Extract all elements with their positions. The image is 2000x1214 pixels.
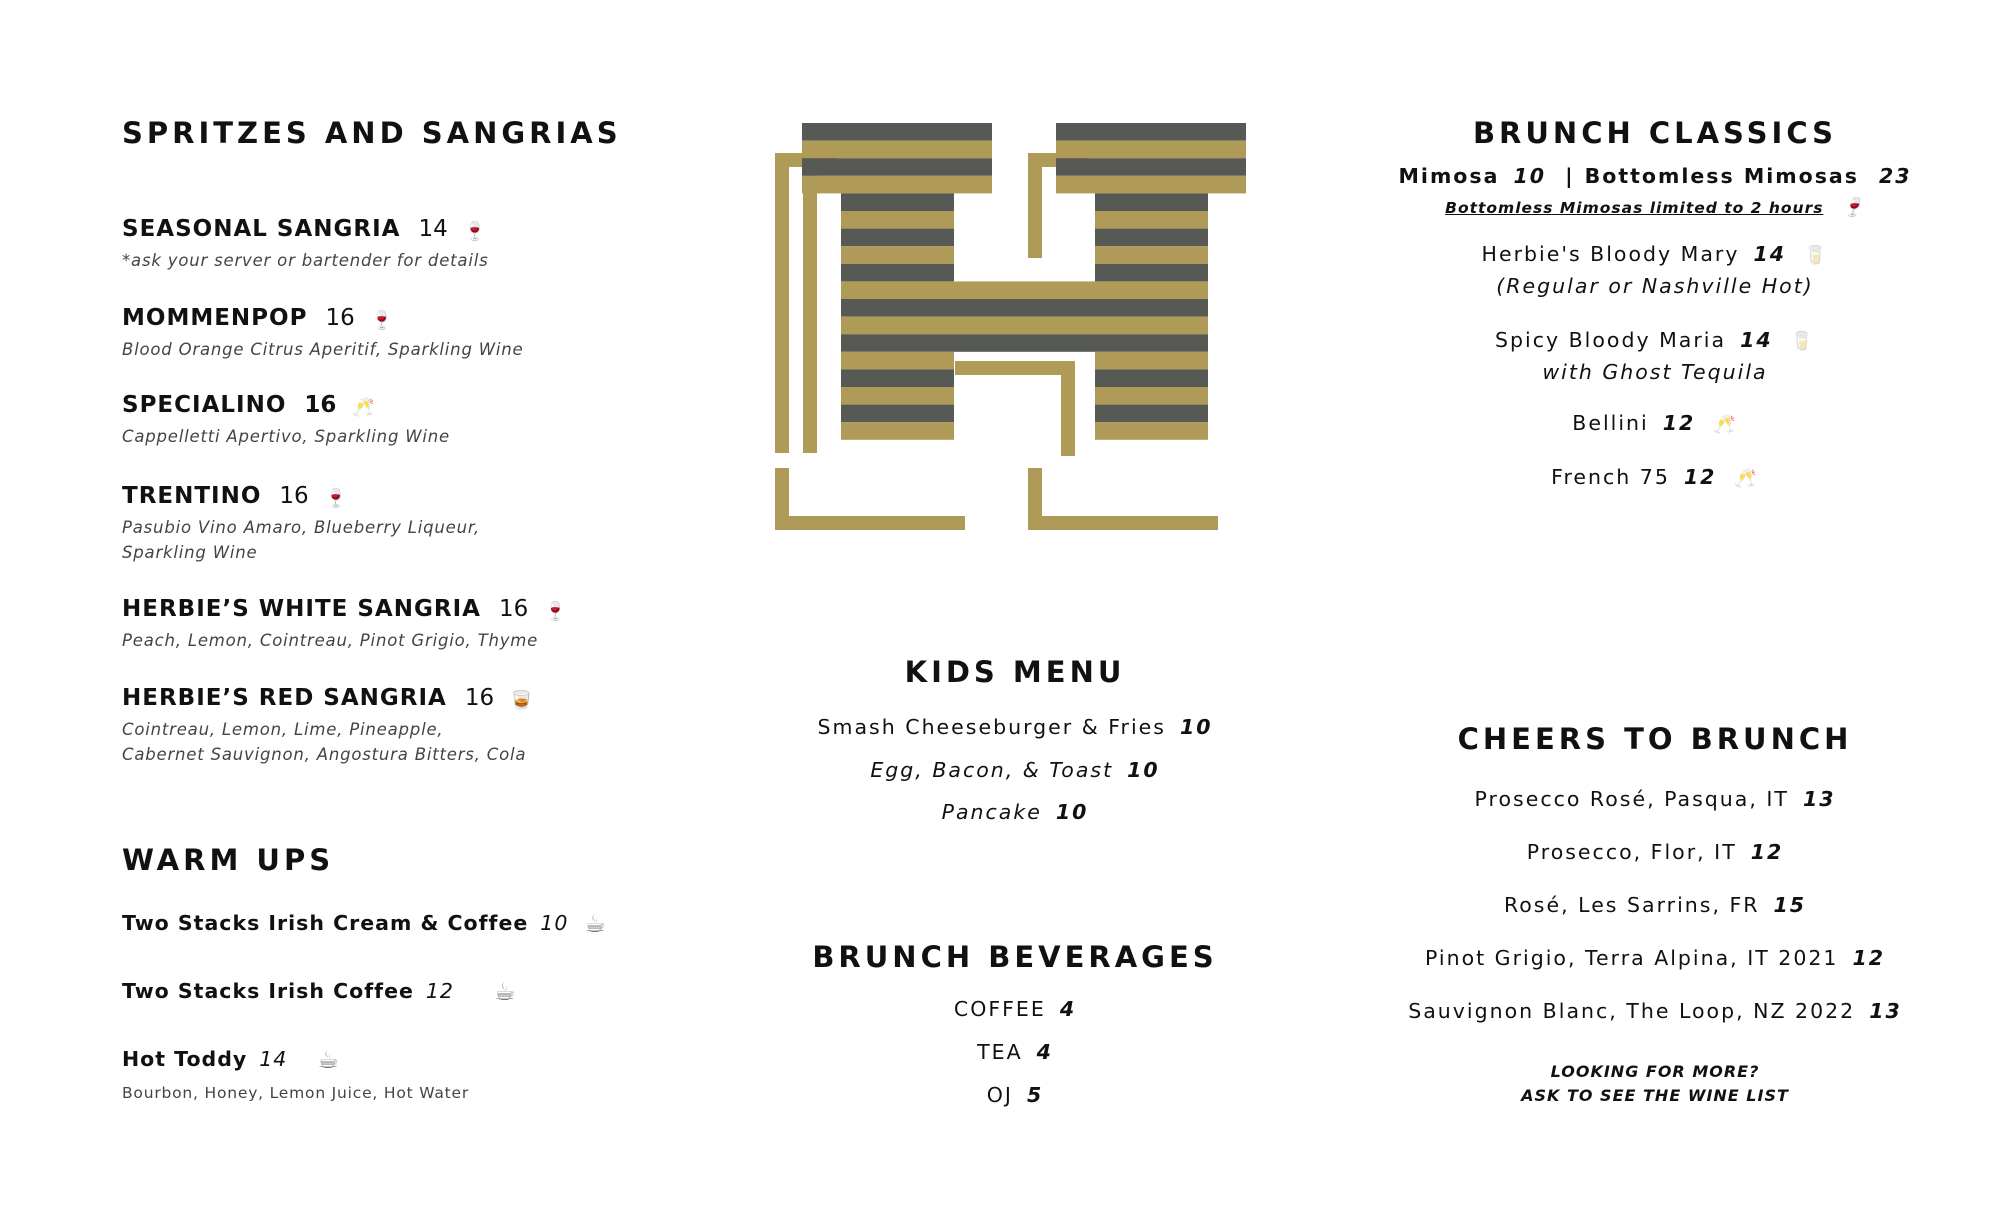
menu-item [1375,242,1935,266]
logo-stripe [1095,352,1208,370]
item-price: 12 [1662,411,1696,435]
logo-stripe [802,158,992,176]
logo-stripe [841,317,954,335]
logo-stripe [841,334,954,352]
logo-stripe [1056,123,1246,141]
logo-stripe [802,176,992,194]
logo-stripe [1056,176,1246,194]
logo-stripe [954,299,1095,317]
item-price: 4 [1036,1040,1053,1064]
logo-stripe [841,193,954,211]
item-price: 5 [1026,1083,1044,1107]
brunch-beverages-heading: BRUNCH BEVERAGES [812,940,1218,974]
coffee-cup-icon: ☕ [317,1046,340,1074]
item-name: Sauvignon Blanc, The Loop, NZ 2022 [1408,999,1856,1023]
logo-stripe [841,281,954,299]
menu-item-red-sangria [122,685,533,767]
item-name: Pancake [941,800,1042,824]
item-price: 10 [1127,758,1160,782]
item-name: SPECIALINO [122,392,287,418]
menu-item [1375,411,1935,435]
highball-glass-icon: 🥛 [1790,331,1816,352]
logo-outline [775,516,965,530]
item-price: 10 [1513,164,1546,188]
logo-stripe [841,387,954,405]
menu-item-seasonal-sangria [122,216,489,273]
logo-stripe [841,264,954,282]
brunch-classics-heading: BRUNCH CLASSICS [1472,116,1838,150]
item-name: Herbie's Bloody Mary [1481,242,1740,266]
item-name: Two Stacks Irish Coffee [122,979,414,1003]
item-price: 10 [1055,800,1089,824]
item-name: Smash Cheeseburger & Fries [817,715,1166,739]
item-name: Spicy Bloody Maria [1494,328,1727,352]
cheers-heading: CHEERS TO BRUNCH [1457,722,1853,756]
item-price: 14 [259,1047,288,1071]
kids-menu-heading: KIDS MENU [904,655,1126,689]
menu-item [760,715,1270,739]
item-name: HERBIE’S RED SANGRIA [122,685,447,711]
logo-stripe [1095,369,1208,387]
item-name: HERBIE’S WHITE SANGRIA [122,596,481,622]
item-description: Bourbon, Honey, Lemon Juice, Hot Water [122,1084,470,1102]
item-price: 14 [418,216,448,242]
item-name: French 75 [1551,465,1670,489]
menu-item [760,1083,1270,1107]
item-name: Prosecco Rosé, Pasqua, IT [1474,787,1789,811]
item-price: 12 [425,979,454,1003]
logo-outline [803,167,817,453]
item-price: 16 [279,483,309,509]
logo-stripe [1095,334,1208,352]
item-name: MOMMENPOP [122,305,308,331]
separator: | [1565,164,1575,188]
bottomless-note [1375,197,1935,218]
logo-stripe [841,229,954,247]
wine-list-prompt: ASK TO SEE THE WINE LIST [1521,1086,1789,1105]
wine-glass-icon: 🍷 [544,601,567,622]
item-name: Bellini [1572,411,1649,435]
logo-stripe [1056,158,1246,176]
item-price: 16 [498,596,529,622]
menu-item-irish-coffee [122,978,517,1006]
menu-item-white-sangria [122,596,567,653]
highball-glass-icon: 🥛 [1804,245,1829,266]
item-price: 13 [1869,999,1902,1023]
item-price: 16 [304,392,337,418]
menu-item [1375,840,1935,864]
logo-stripe [1095,422,1208,440]
item-price: 12 [1852,946,1886,970]
item-price: 16 [325,305,355,331]
coffee-cup-icon: ☕ [584,910,607,938]
menu-item [1375,465,1935,489]
item-description: Blood Orange Citrus Aperitif, Sparkling Wine [122,340,524,359]
flute-glass-icon: 🥂 [352,397,375,418]
warm-ups-heading: WARM UPS [122,843,335,877]
menu-item [1375,946,1935,970]
item-description: Peach, Lemon, Cointreau, Pinot Grigio, Thyme [122,631,539,650]
item-name: SEASONAL SANGRIA [122,216,401,242]
item-price: 15 [1773,893,1807,917]
logo-stripe [802,141,992,159]
item-description [122,717,533,767]
brunch-classics-section [1375,116,1935,516]
h-logo-icon [775,123,1255,538]
logo-outline [1028,516,1218,530]
logo-stripe [1095,387,1208,405]
menu-item [760,997,1270,1021]
item-name: Hot Toddy [122,1047,248,1071]
item-name: Pinot Grigio, Terra Alpina, IT 2021 [1424,946,1839,970]
flute-glass-icon: 🥂 [1713,414,1738,435]
menu-item [760,758,1270,782]
brunch-beverages-section [760,940,1270,1120]
item-name: TRENTINO [122,483,262,509]
spritzes-heading: SPRITZES AND SANGRIAS [122,116,622,150]
item-description [122,515,480,565]
menu-item [1375,893,1935,917]
logo-stripe [1095,299,1208,317]
logo-stripe [1095,317,1208,335]
logo-stripe [1095,405,1208,423]
menu-item [1375,999,1935,1023]
item-name: Two Stacks Irish Cream & Coffee [122,911,529,935]
logo-stripe [841,211,954,229]
item-price: 4 [1059,997,1077,1021]
logo-stripe [802,123,992,141]
logo-stripe [841,352,954,370]
menu-item [1375,328,1935,352]
logo-stripe [841,422,954,440]
item-name: OJ [986,1083,1013,1107]
logo-stripe [1056,141,1246,159]
logo-stripe [954,281,1095,299]
logo-stripe [1095,229,1208,247]
coffee-cup-icon: ☕ [493,978,517,1006]
item-price: 13 [1802,787,1836,811]
menu-item-specialino [122,392,450,449]
note-text: Bottomless Mimosas limited to 2 hours [1445,199,1824,217]
item-price: 14 [1753,242,1787,266]
logo-stripe [841,246,954,264]
item-name: Egg, Bacon, & Toast [870,758,1114,782]
item-price: 10 [540,911,569,935]
logo-outline [775,153,789,453]
item-price: 10 [1179,715,1213,739]
item-name: COFFEE [953,997,1046,1021]
item-name: Mimosa [1398,164,1500,188]
item-price: 16 [464,685,495,711]
logo-stripe [1095,211,1208,229]
wine-glass-icon: 🍷 [1841,197,1865,218]
menu-item-mommenpop [122,305,523,362]
menu-item [1375,787,1935,811]
item-subtitle: (Regular or Nashville Hot) [1496,274,1814,298]
description-line: Cabernet Sauvignon, Angostura Bitters, Cola [122,745,527,764]
logo-outline [1028,153,1042,258]
logo-stripe [954,317,1095,335]
description-line: Cointreau, Lemon, Lime, Pineapple, [122,720,444,739]
item-name: Rosé, Les Sarrins, FR [1503,893,1760,917]
item-name: Prosecco, Flor, IT [1526,840,1737,864]
item-price: 12 [1683,465,1717,489]
wine-glass-icon: 🍷 [370,310,394,331]
rocks-glass-icon: 🥃 [510,690,533,711]
menu-item-irish-cream-coffee [122,910,607,938]
logo-stripe [1095,264,1208,282]
menu-item [760,1040,1270,1064]
warm-ups-section [122,843,682,1123]
item-description: Cappelletti Apertivo, Sparkling Wine [122,427,450,446]
description-line: Pasubio Vino Amaro, Blueberry Liqueur, [122,518,480,537]
item-price: 14 [1740,328,1773,352]
kids-menu-section [760,655,1270,835]
logo-stripe [841,299,954,317]
item-subtitle: with Ghost Tequila [1542,360,1768,384]
cheers-section [1375,722,1935,1122]
item-price: 23 [1878,164,1912,188]
flute-glass-icon: 🥂 [1734,468,1759,489]
menu-item [760,800,1270,824]
logo-stripe [1095,246,1208,264]
menu-item-hot-toddy [122,1046,340,1074]
wine-glass-icon: 🍷 [463,221,487,242]
item-name: Bottomless Mimosas [1584,164,1859,188]
wine-list-prompt: LOOKING FOR MORE? [1550,1062,1760,1081]
logo-stripe [1095,193,1208,211]
mimosa-line [1375,164,1935,188]
description-line: Sparkling Wine [122,543,258,562]
logo-outline [1061,361,1075,456]
item-name: TEA [977,1040,1023,1064]
logo-stripe [954,334,1095,352]
logo-outline [955,361,1075,375]
logo-stripe [841,405,954,423]
spritzes-section [122,116,682,764]
logo-stripe [1095,281,1208,299]
wine-glass-icon: 🍷 [324,488,348,509]
item-price: 12 [1750,840,1784,864]
item-description: *ask your server or bartender for details [122,251,489,270]
logo-stripe [841,369,954,387]
menu-item-trentino [122,483,480,565]
